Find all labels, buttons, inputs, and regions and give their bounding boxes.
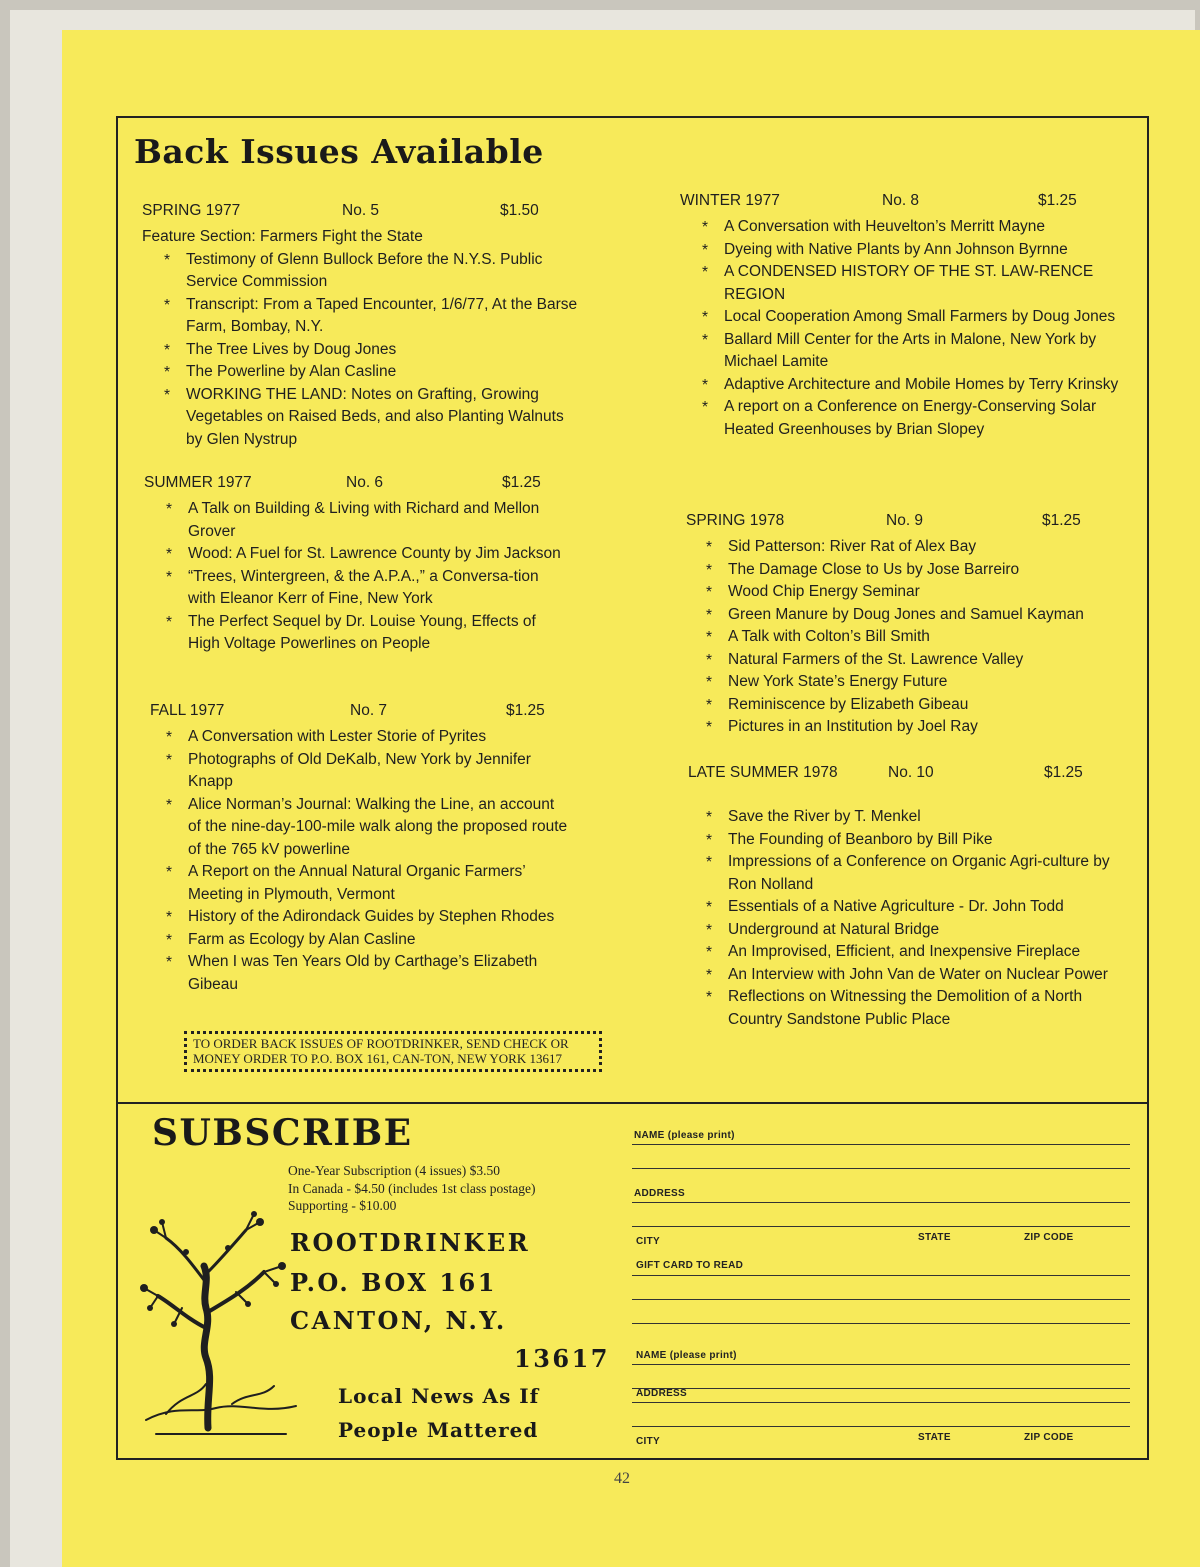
- subscribe-title: SUBSCRIBE: [152, 1112, 413, 1154]
- issue-summer-1977: [144, 472, 564, 656]
- price-line: Supporting - $10.00: [288, 1198, 397, 1213]
- list-item: * A Conversation with Heuvelton’s Merritt Mayne: [700, 216, 1120, 239]
- list-item: * Testimony of Glenn Bullock Before the N.Y.S. Public Service Commission: [162, 249, 582, 294]
- gift-card-field[interactable]: [632, 1275, 1130, 1276]
- list-item: * WORKING THE LAND: Notes on Grafting, Growing Vegetables on Raised Beds, and also Planting Walnuts by Glen Nystrup: [162, 384, 582, 452]
- motto-line: People Mattered: [338, 1418, 539, 1442]
- name-field[interactable]: [632, 1144, 1130, 1145]
- zip-label: ZIP CODE: [1024, 1232, 1074, 1243]
- address-line: P.O. BOX 161: [290, 1268, 497, 1297]
- list-item: * The Powerline by Alan Casline: [162, 361, 582, 384]
- issue-price: $1.25: [506, 702, 545, 719]
- list-item: * Farm as Ecology by Alan Casline: [164, 929, 570, 952]
- city-label-2: CITY: [636, 1436, 660, 1447]
- issue-number: No. 8: [882, 192, 920, 209]
- list-item: * Essentials of a Native Agriculture - Dr. John Todd: [704, 896, 1128, 919]
- feature-section: Feature Section: Farmers Fight the State: [142, 228, 423, 245]
- address-field-2[interactable]: [632, 1402, 1130, 1403]
- list-item: * Wood Chip Energy Seminar: [704, 581, 1126, 604]
- list-item: * A CONDENSED HISTORY OF THE ST. LAW-RENCE REGION: [700, 261, 1120, 306]
- issue-price: $1.25: [1044, 764, 1083, 781]
- list-item: * Reflections on Witnessing the Demolition of a North Country Sandstone Public Place: [704, 986, 1128, 1031]
- list-item: * Photographs of Old DeKalb, New York by Jennifer Knapp: [164, 749, 570, 794]
- issue-number: No. 6: [346, 474, 384, 491]
- list-item: * Green Manure by Doug Jones and Samuel Kayman: [704, 604, 1126, 627]
- issue-season: SPRING 1977: [142, 202, 241, 219]
- name-field-2-line2[interactable]: [632, 1388, 1130, 1389]
- back-issues-title: Back Issues Available: [134, 132, 544, 171]
- subscription-pricing: [288, 1162, 535, 1215]
- list-item: * Natural Farmers of the St. Lawrence Valley: [704, 649, 1126, 672]
- list-item: * A Report on the Annual Natural Organic Farmers’ Meeting in Plymouth, Vermont: [164, 861, 570, 906]
- issue-number: No. 5: [342, 202, 380, 219]
- list-item: * Dyeing with Native Plants by Ann Johnson Byrnne: [700, 239, 1120, 262]
- state-label-2: STATE: [918, 1432, 951, 1443]
- issue-spring-1977: [142, 200, 582, 451]
- list-item: * When I was Ten Years Old by Carthage’s Elizabeth Gibeau: [164, 951, 570, 996]
- address-zip: 13617: [514, 1344, 610, 1373]
- issue-price: $1.25: [1042, 512, 1081, 529]
- address-label-2: ADDRESS: [636, 1388, 687, 1399]
- order-notice: TO ORDER BACK ISSUES OF ROOTDRINKER, SEND CHECK OR MONEY ORDER TO P.O. BOX 161, CAN-TON, NEW YORK 13617: [184, 1031, 602, 1072]
- list-item: * Wood: A Fuel for St. Lawrence County by Jim Jackson: [164, 543, 564, 566]
- state-label: STATE: [918, 1232, 951, 1243]
- issue-price: $1.50: [500, 202, 539, 219]
- issue-price: $1.25: [1038, 192, 1077, 209]
- list-item: * Sid Patterson: River Rat of Alex Bay: [704, 536, 1126, 559]
- issue-items: [144, 498, 564, 656]
- list-item: * Reminiscence by Elizabeth Gibeau: [704, 694, 1126, 717]
- list-item: * History of the Adirondack Guides by Stephen Rhodes: [164, 906, 570, 929]
- list-item: * The Damage Close to Us by Jose Barreiro: [704, 559, 1126, 582]
- list-item: * Underground at Natural Bridge: [704, 919, 1128, 942]
- list-item: * The Tree Lives by Doug Jones: [162, 339, 582, 362]
- issue-number: No. 9: [886, 512, 924, 529]
- list-item: * Alice Norman’s Journal: Walking the Line, an account of the nine-day-100-mile walk along the proposed route of the 765 kV powerline: [164, 794, 570, 862]
- list-item: * Transcript: From a Taped Encounter, 1/6/77, At the Barse Farm, Bombay, N.Y.: [162, 294, 582, 339]
- price-line: In Canada - $4.50 (includes 1st class postage): [288, 1180, 536, 1196]
- address-label: ADDRESS: [634, 1188, 685, 1199]
- gift-card-label: GIFT CARD TO READ: [636, 1260, 744, 1271]
- magazine-page: [62, 30, 1200, 1567]
- list-item: * New York State’s Energy Future: [704, 671, 1126, 694]
- name-label-2: NAME (please print): [636, 1350, 737, 1361]
- gift-card-field-line3[interactable]: [632, 1323, 1130, 1324]
- name-field-line2[interactable]: [632, 1168, 1130, 1169]
- issue-season: WINTER 1977: [680, 192, 780, 209]
- city-label: CITY: [636, 1236, 660, 1247]
- content-frame: [116, 116, 1149, 1460]
- issue-number: No. 10: [888, 764, 934, 781]
- name-label: NAME (please print): [634, 1130, 735, 1141]
- issue-items: [150, 726, 570, 996]
- issue-price: $1.25: [502, 474, 541, 491]
- tree-illustration: [136, 1208, 306, 1438]
- issue-fall-1977: [150, 700, 570, 996]
- list-item: * An Improvised, Efficient, and Inexpensive Fireplace: [704, 941, 1128, 964]
- section-divider: [118, 1102, 1147, 1104]
- issue-season: SUMMER 1977: [144, 474, 252, 491]
- list-item: * A Talk on Building & Living with Richard and Mellon Grover: [164, 498, 564, 543]
- gift-card-field-line2[interactable]: [632, 1299, 1130, 1300]
- list-item: * The Founding of Beanboro by Bill Pike: [704, 829, 1128, 852]
- issue-late-summer-1978: [688, 762, 1128, 1031]
- zip-label-2: ZIP CODE: [1024, 1432, 1074, 1443]
- address-line: CANTON, N.Y.: [290, 1306, 507, 1335]
- list-item: * A report on a Conference on Energy-Conserving Solar Heated Greenhouses by Brian Slopey: [700, 396, 1120, 441]
- list-item: * Ballard Mill Center for the Arts in Malone, New York by Michael Lamite: [700, 329, 1120, 374]
- list-item: * A Talk with Colton’s Bill Smith: [704, 626, 1126, 649]
- issue-spring-1978: [686, 510, 1126, 739]
- list-item: * “Trees, Wintergreen, & the A.P.A.,” a Conversa-tion with Eleanor Kerr of Fine, New York: [164, 566, 564, 611]
- address-field-2-line2[interactable]: [632, 1426, 1130, 1427]
- list-item: * The Perfect Sequel by Dr. Louise Young, Effects of High Voltage Powerlines on People: [164, 611, 564, 656]
- issue-number: No. 7: [350, 702, 388, 719]
- issue-season: SPRING 1978: [686, 512, 785, 529]
- list-item: * Save the River by T. Menkel: [704, 806, 1128, 829]
- issue-items: [142, 249, 582, 452]
- issue-items: [688, 806, 1128, 1031]
- list-item: * Adaptive Architecture and Mobile Homes by Terry Krinsky: [700, 374, 1120, 397]
- address-field-line2[interactable]: [632, 1226, 1130, 1227]
- price-line: One-Year Subscription (4 issues) $3.50: [288, 1163, 500, 1178]
- address-field[interactable]: [632, 1202, 1130, 1203]
- issue-season: LATE SUMMER 1978: [688, 764, 838, 781]
- address-line: ROOTDRINKER: [290, 1228, 531, 1257]
- motto-line: Local News As If: [338, 1384, 540, 1408]
- list-item: * An Interview with John Van de Water on Nuclear Power: [704, 964, 1128, 987]
- list-item: * Local Cooperation Among Small Farmers by Doug Jones: [700, 306, 1120, 329]
- page-number: 42: [614, 1470, 630, 1487]
- issue-season: FALL 1977: [150, 702, 225, 719]
- list-item: * Impressions of a Conference on Organic Agri-culture by Ron Nolland: [704, 851, 1128, 896]
- issue-items: [680, 216, 1120, 441]
- issue-winter-1977: [680, 190, 1120, 441]
- name-field-2[interactable]: [632, 1364, 1130, 1365]
- issue-items: [686, 536, 1126, 739]
- list-item: * A Conversation with Lester Storie of Pyrites: [164, 726, 570, 749]
- list-item: * Pictures in an Institution by Joel Ray: [704, 716, 1126, 739]
